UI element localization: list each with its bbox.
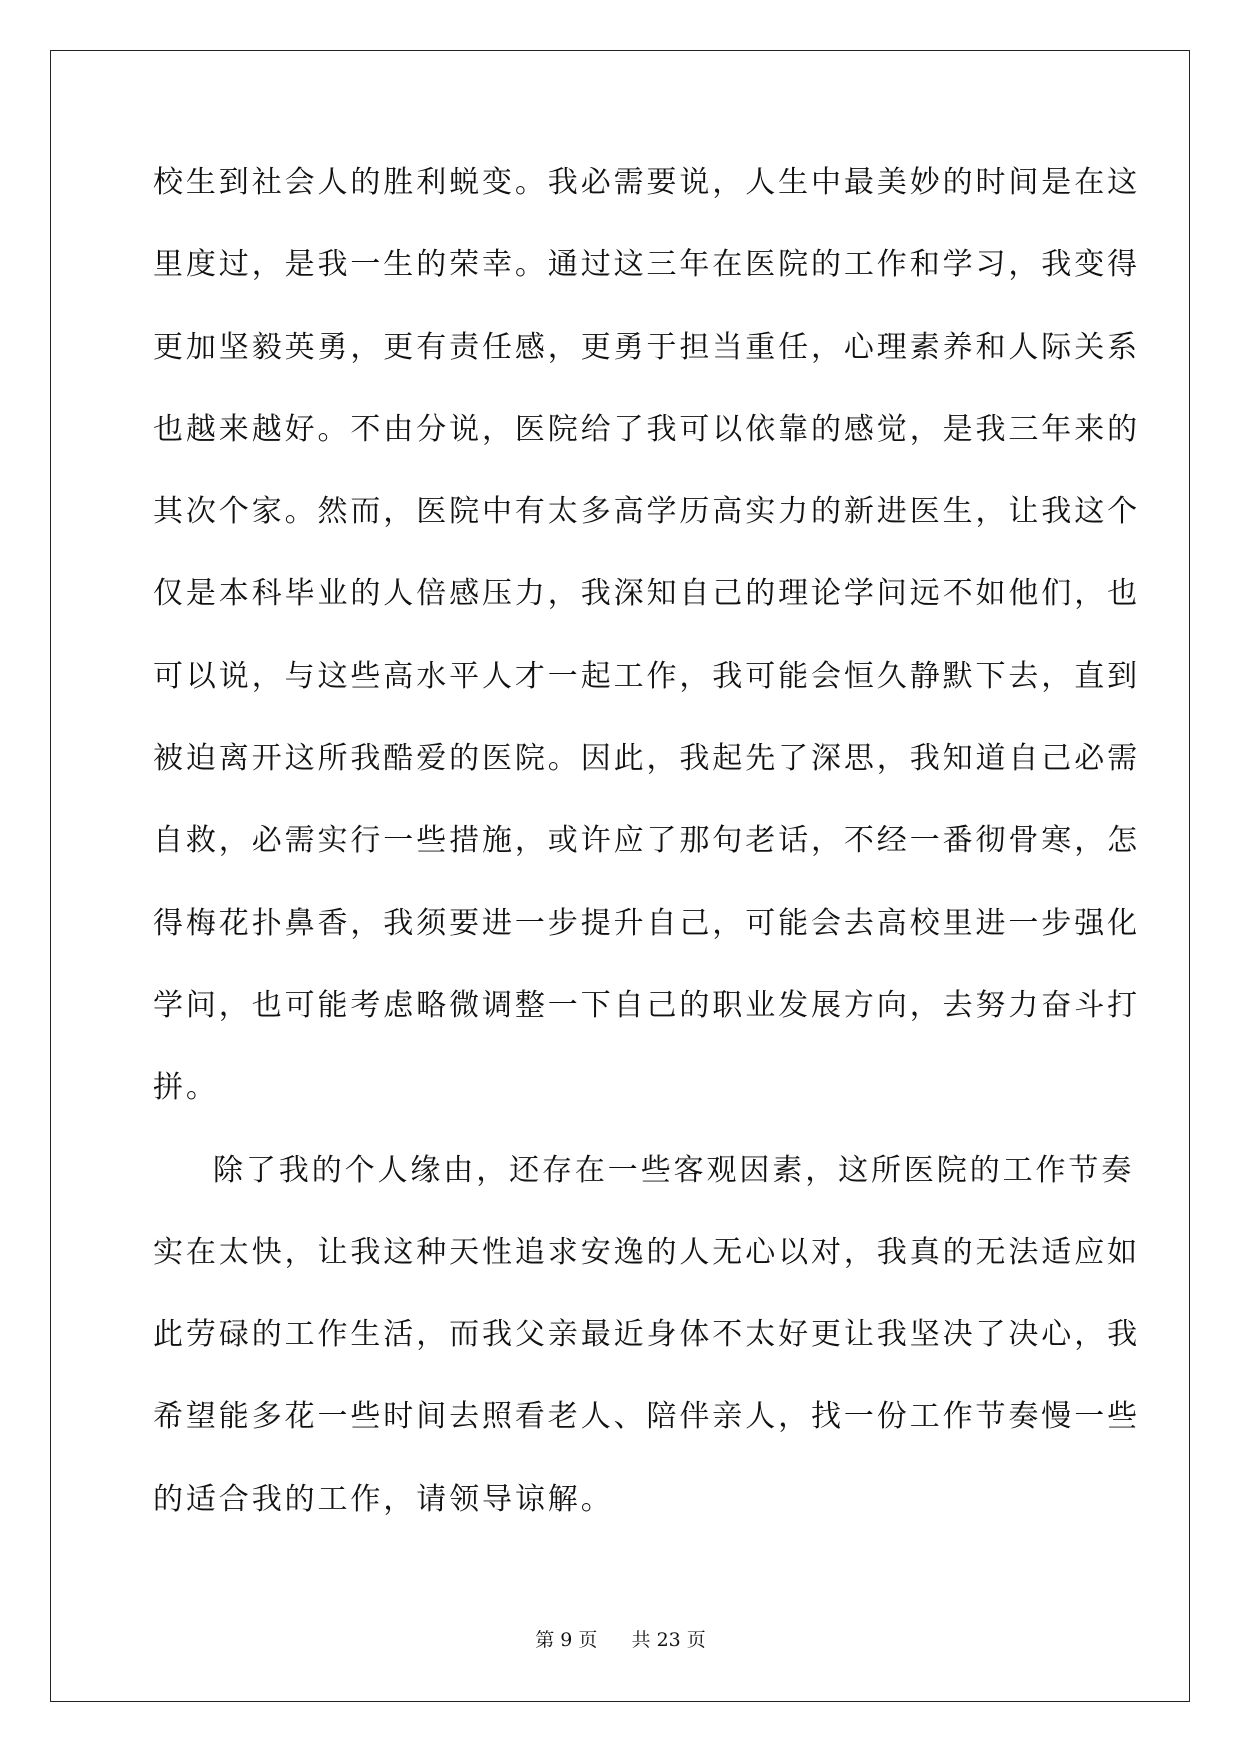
text-line: 其次个家。然而，医院中有太多高学历高实力的新进医生，让我这个 (153, 494, 1140, 530)
text-line: 更加坚毅英勇，更有责任感，更勇于担当重任，心理素养和人际关系 (153, 329, 1140, 365)
page-unit: 页 (578, 1629, 598, 1651)
total-page-count: 23 (656, 1629, 681, 1651)
page-prefix: 第 (535, 1629, 555, 1651)
text-line: 被迫离开这所我酷爱的医院。因此，我起先了深思，我知道自己必需 (153, 741, 1140, 777)
paragraph-start-line: 除了我的个人缘由，还存在一些客观因素，这所医院的工作节奏 (213, 1152, 1135, 1188)
document-body (153, 165, 1140, 1564)
total-unit: 页 (686, 1629, 706, 1651)
text-line: 得梅花扑鼻香，我须要进一步提升自己，可能会去高校里进一步强化 (153, 905, 1140, 941)
text-line: 此劳碌的工作生活，而我父亲最近身体不太好更让我坚决了决心，我 (153, 1317, 1140, 1353)
text-line: 的适合我的工作，请领导谅解。 (153, 1481, 614, 1517)
current-page-number: 9 (560, 1629, 573, 1651)
text-line: 拼。 (153, 1070, 219, 1106)
text-line: 仅是本科毕业的人倍感压力，我深知自己的理论学问远不如他们，也 (153, 576, 1140, 612)
page-footer (0, 1628, 1241, 1652)
text-line: 校生到社会人的胜利蜕变。我必需要说，人生中最美妙的时间是在这 (153, 165, 1140, 200)
text-line: 自救，必需实行一些措施，或许应了那句老话，不经一番彻骨寒，怎 (153, 823, 1140, 859)
text-line: 里度过，是我一生的荣幸。通过这三年在医院的工作和学习，我变得 (153, 247, 1140, 283)
total-prefix: 共 (631, 1629, 651, 1651)
text-line: 也越来越好。不由分说，医院给了我可以依靠的感觉，是我三年来的 (153, 411, 1140, 447)
text-line: 希望能多花一些时间去照看老人、陪伴亲人，找一份工作节奏慢一些 (153, 1399, 1140, 1435)
text-line: 实在太快，让我这种天性追求安逸的人无心以对，我真的无法适应如 (153, 1234, 1140, 1270)
text-line: 可以说，与这些高水平人才一起工作，我可能会恒久静默下去，直到 (153, 658, 1140, 694)
text-line: 学问，也可能考虑略微调整一下自己的职业发展方向，去努力奋斗打 (153, 987, 1140, 1023)
